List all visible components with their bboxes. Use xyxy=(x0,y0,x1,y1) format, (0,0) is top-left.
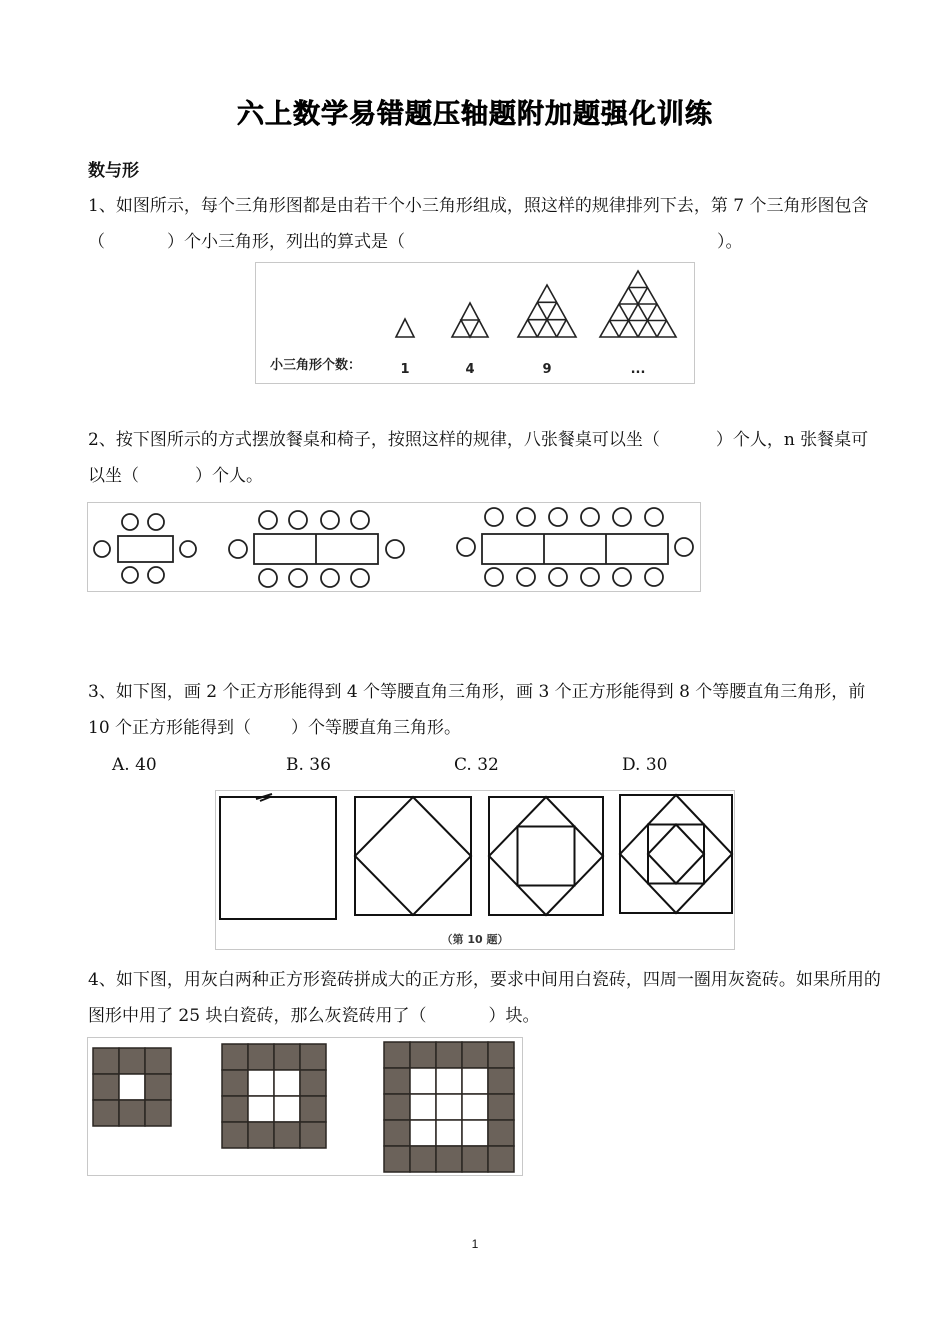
tile-pattern-svg xyxy=(88,1038,522,1175)
gray-tile xyxy=(384,1042,410,1068)
section-heading: 数与形 xyxy=(88,161,139,181)
table-chair-svg xyxy=(88,503,700,591)
question-1-text-b: ）个小三角形，列出的算式是（ xyxy=(167,232,405,252)
triangle-pattern-svg xyxy=(256,263,694,383)
page-number: 1 xyxy=(471,1237,479,1251)
white-tile xyxy=(248,1070,274,1096)
gray-tile xyxy=(384,1146,410,1172)
nested-squares-svg xyxy=(216,791,734,949)
figure-caption-q10: （第 10 题） xyxy=(441,933,509,946)
white-tile xyxy=(410,1120,436,1146)
white-tile xyxy=(436,1094,462,1120)
square-figure-4 xyxy=(620,795,732,913)
gray-tile xyxy=(248,1122,274,1148)
triangle-count-ellipsis: ... xyxy=(630,362,646,377)
question-1 xyxy=(88,188,878,260)
gray-tile xyxy=(93,1074,119,1100)
question-1-text-a: 1、如图所示，每个三角形图都是由若干个小三角形组成，照这样的规律排列下去，第 7 个三角形图包含（ xyxy=(88,196,869,252)
question-2-text-c: ）个人。 xyxy=(195,466,263,486)
table-arrangement-1 xyxy=(94,514,196,583)
question-3 xyxy=(88,674,878,746)
gray-tile xyxy=(222,1044,248,1070)
square-figure-2 xyxy=(355,797,471,915)
gray-tile xyxy=(274,1122,300,1148)
table-arrangement-2 xyxy=(229,511,404,587)
gray-tile xyxy=(462,1146,488,1172)
gray-tile xyxy=(384,1068,410,1094)
gray-tile xyxy=(222,1096,248,1122)
gray-tile xyxy=(488,1068,514,1094)
gray-tile xyxy=(488,1120,514,1146)
question-3-text-b: ）个等腰直角三角形。 xyxy=(291,718,462,738)
gray-tile xyxy=(248,1044,274,1070)
triangle-count-caption: 小三角形个数： xyxy=(270,358,362,373)
triangle-count-2: 4 xyxy=(465,362,475,377)
question-1-text-c: ）。 xyxy=(717,232,743,252)
gray-tile xyxy=(300,1122,326,1148)
gray-tile xyxy=(93,1100,119,1126)
gray-tile xyxy=(488,1094,514,1120)
triangle-figure-4 xyxy=(452,303,488,337)
triangle-figure-16 xyxy=(600,271,676,337)
gray-tile xyxy=(145,1074,171,1100)
white-tile xyxy=(274,1070,300,1096)
question-2 xyxy=(88,422,878,494)
gray-tile xyxy=(462,1042,488,1068)
gray-tile xyxy=(436,1042,462,1068)
tile-pattern-figure xyxy=(87,1037,523,1176)
option-c[interactable]: C. 32 xyxy=(454,755,499,775)
gray-tile xyxy=(384,1094,410,1120)
question-4 xyxy=(88,962,888,1034)
table-arrangement-3 xyxy=(457,508,693,586)
gray-tile xyxy=(119,1100,145,1126)
option-d[interactable]: D. 30 xyxy=(622,755,668,775)
white-tile xyxy=(410,1094,436,1120)
question-2-text-a: 2、按下图所示的方式摆放餐桌和椅子，按照这样的规律，八张餐桌可以坐（ xyxy=(88,430,660,450)
white-tile xyxy=(462,1120,488,1146)
triangle-figure-9 xyxy=(518,285,576,337)
triangle-pattern-figure xyxy=(255,262,695,384)
gray-tile xyxy=(384,1120,410,1146)
tile-grid-2 xyxy=(222,1044,326,1148)
tile-grid-3 xyxy=(384,1042,514,1172)
white-tile xyxy=(274,1096,300,1122)
gray-tile xyxy=(300,1096,326,1122)
question-2-text-b: ）个人，n 张餐桌可以坐（ xyxy=(88,430,869,486)
gray-tile xyxy=(274,1044,300,1070)
white-tile xyxy=(248,1096,274,1122)
white-tile xyxy=(410,1068,436,1094)
question-3-text-a: 3、如下图，画 2 个正方形能得到 4 个等腰直角三角形，画 3 个正方形能得到 8 个等腰直角三角形，前 10 个正方形能得到（ xyxy=(88,682,866,738)
gray-tile xyxy=(222,1122,248,1148)
gray-tile xyxy=(93,1048,119,1074)
gray-tile xyxy=(488,1042,514,1068)
nested-squares-figure xyxy=(215,790,735,950)
question-4-text-b: ）块。 xyxy=(488,1006,540,1026)
gray-tile xyxy=(145,1048,171,1074)
triangle-count-1: 1 xyxy=(400,362,410,377)
triangle-figure-1 xyxy=(396,319,414,337)
square-figure-1 xyxy=(220,794,336,919)
square-figure-3 xyxy=(489,797,603,915)
table-chair-figure xyxy=(87,502,701,592)
option-b[interactable]: B. 36 xyxy=(286,755,331,775)
white-tile xyxy=(462,1094,488,1120)
white-tile xyxy=(436,1068,462,1094)
gray-tile xyxy=(410,1042,436,1068)
question-4-text-a: 4、如下图，用灰白两种正方形瓷砖拼成大的正方形，要求中间用白瓷砖，四周一圈用灰瓷砖。如果所用的图形中用了 25 块白瓷砖，那么灰瓷砖用了（ xyxy=(88,970,881,1026)
white-tile xyxy=(119,1074,145,1100)
white-tile xyxy=(462,1068,488,1094)
gray-tile xyxy=(145,1100,171,1126)
triangle-count-3: 9 xyxy=(542,362,552,377)
page-title: 六上数学易错题压轴题附加题强化训练 xyxy=(237,99,713,130)
gray-tile xyxy=(119,1048,145,1074)
gray-tile xyxy=(300,1070,326,1096)
gray-tile xyxy=(488,1146,514,1172)
option-a[interactable]: A. 40 xyxy=(112,755,157,775)
gray-tile xyxy=(410,1146,436,1172)
gray-tile xyxy=(300,1044,326,1070)
tile-grid-1 xyxy=(93,1048,171,1126)
gray-tile xyxy=(436,1146,462,1172)
gray-tile xyxy=(222,1070,248,1096)
white-tile xyxy=(436,1120,462,1146)
